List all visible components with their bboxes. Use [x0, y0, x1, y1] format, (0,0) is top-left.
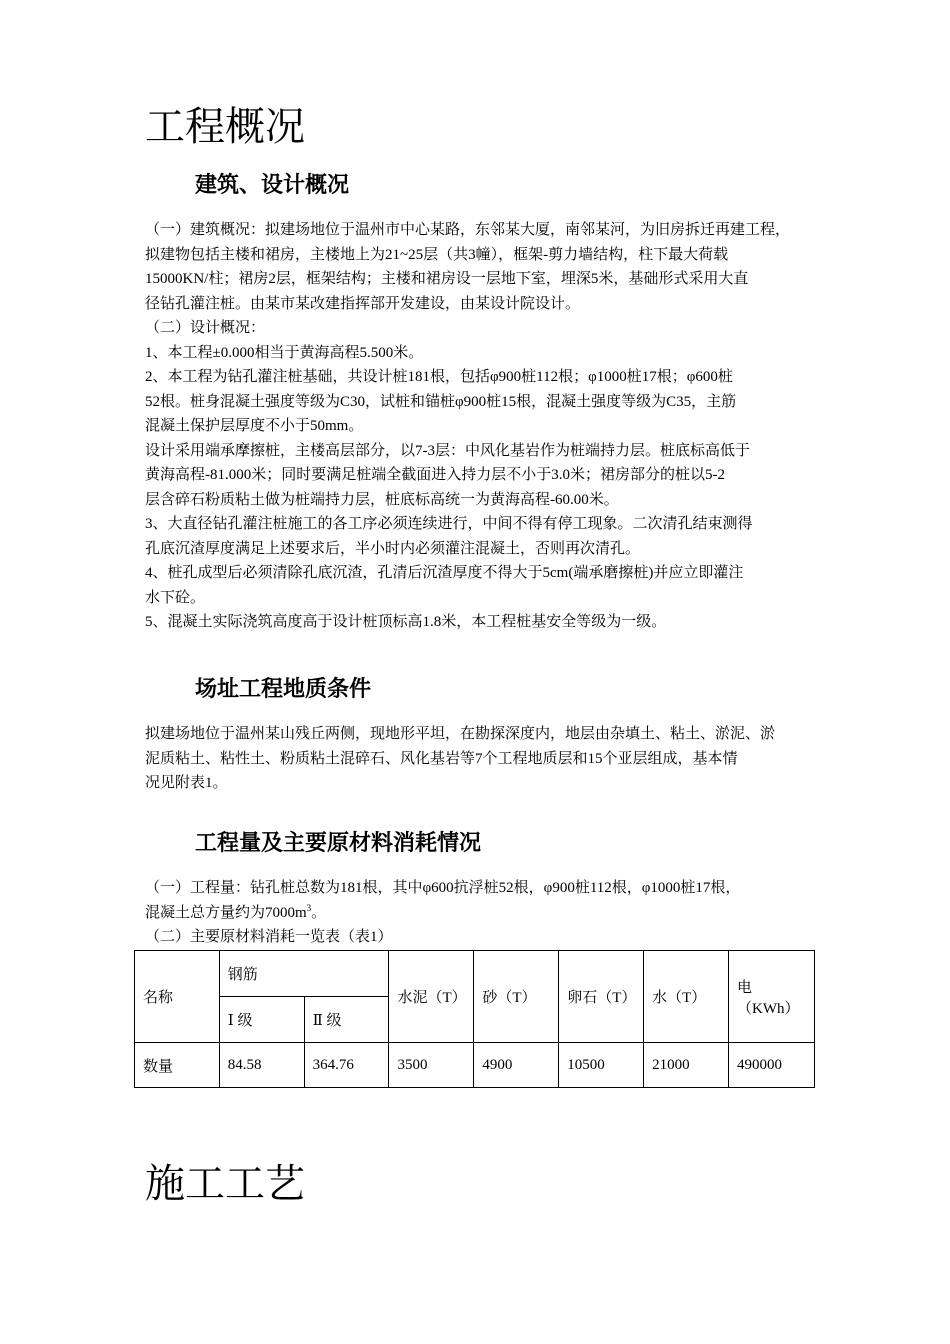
text-line: 5、混凝土实际浇筑高度高于设计桩顶标高1.8米，本工程桩基安全等级为一级。	[145, 614, 667, 630]
value-sand: 4900	[474, 1043, 559, 1088]
value-water: 21000	[644, 1043, 729, 1088]
header-name: 名称	[135, 951, 220, 1043]
table-caption: （二）主要原材料消耗一览表（表1）	[145, 929, 393, 945]
table-row	[135, 1043, 815, 1088]
materials-table	[134, 950, 815, 1088]
geology-paragraph	[145, 722, 810, 796]
table-header-row	[135, 951, 815, 997]
value-cement: 3500	[389, 1043, 474, 1088]
quantities-paragraph	[145, 876, 810, 950]
header-water: 水（T）	[644, 951, 729, 1043]
value-power: 490000	[728, 1043, 814, 1088]
text-line: （二）设计概况：	[145, 320, 266, 336]
concrete-volume-text: 混凝土总方量约为7000m	[145, 904, 307, 921]
text-line	[145, 901, 810, 926]
row-label-quantity: 数量	[135, 1043, 220, 1088]
subsection-title-quantities: 工程量及主要原材料消耗情况	[195, 831, 482, 856]
text-line: 拟建场地位于温州某山残丘两侧，现地形平坦，在勘探深度内，地层由杂填土、粘土、淤泥、淤	[145, 726, 776, 742]
text-line: 拟建物包括主楼和裙房，主楼地上为21~25层（共3幢），框架-剪力墙结构，柱下最大荷载	[145, 246, 729, 263]
text-line: 52根。桩身混凝土强度等级为C30，试桩和锚桩φ900桩15根，混凝土强度等级为C35，主筋	[145, 393, 737, 410]
text-line: 况见附表1。	[145, 775, 228, 791]
value-steel-grade1: 84.58	[219, 1043, 304, 1088]
text-line: 层含碎石粉质粘土做为桩端持力层，桩底标高统一为黄海高程-60.00米。	[145, 491, 619, 508]
text-line: 4、桩孔成型后必须清除孔底沉渣，孔清后沉渣厚度不得大于5cm(端承磨擦桩)并应立即灌注	[145, 565, 744, 581]
header-sand: 砂（T）	[474, 951, 559, 1043]
section-title-overview: 工程概况	[145, 104, 305, 150]
text-line: 黄海高程-81.000米；同时要满足桩端全截面进入持力层不小于3.0米；裙房部分的桩以5-2	[145, 467, 725, 483]
text-line: 泥质粘土、粘性土、粉质粘土混碎石、风化基岩等7个工程地质层和15个亚层组成，基本情	[145, 750, 738, 767]
header-power	[728, 951, 814, 1043]
text-line: （一）建筑概况：拟建场地位于温州市中心某路，东邻某大厦，南邻某河，为旧房拆迁再建工程，	[145, 222, 791, 238]
header-steel: 钢筋	[219, 951, 389, 997]
subsection-title-geology: 场址工程地质条件	[195, 677, 372, 702]
period: 。	[311, 904, 327, 921]
header-cement: 水泥（T）	[389, 951, 474, 1043]
header-steel-grade2: Ⅱ 级	[304, 997, 389, 1043]
text-line: 水下砼。	[145, 589, 206, 606]
text-line: 3、大直径钻孔灌注桩施工的各工序必须连续进行，中间不得有停工现象。二次清孔结束测得	[145, 516, 753, 532]
header-gravel: 卵石（T）	[559, 951, 644, 1043]
design-overview-paragraph	[145, 218, 810, 635]
text-line: 2、本工程为钻孔灌注桩基础，共设计桩181根，包括φ900桩112根；φ1000桩17根；φ600桩	[145, 369, 733, 385]
header-steel-grade1: Ⅰ 级	[219, 997, 304, 1043]
header-power-line1: 电	[736, 979, 752, 996]
text-line: 孔底沉渣厚度满足上述要求后，半小时内必须灌注混凝土，否则再次清孔。	[145, 540, 641, 557]
text-line: 径钻孔灌注桩。由某市某改建指挥部开发建设，由某设计院设计。	[145, 295, 581, 312]
subsection-title-design: 建筑、设计概况	[195, 173, 350, 198]
section-title-process: 施工工艺	[145, 1161, 305, 1207]
text-line: 1、本工程±0.000相当于黄海高程5.500米。	[145, 344, 424, 361]
text-line: 15000KN/柱；裙房2层，框架结构；主楼和裙房设一层地下室，埋深5米，基础形式采用大直	[145, 271, 749, 287]
header-power-line2: （KWh）	[736, 1000, 800, 1017]
value-steel-grade2: 364.76	[304, 1043, 389, 1088]
text-line: （一）工程量：钻孔桩总数为181根，其中φ600抗浮桩52根，φ900桩112根，φ1000桩17根，	[145, 880, 741, 896]
superscript: 3	[306, 902, 312, 913]
text-line: 设计采用端承摩擦桩，主楼高层部分，以7-3层：中风化基岩作为桩端持力层。桩底标高低于	[145, 442, 750, 459]
value-gravel: 10500	[559, 1043, 644, 1088]
text-line: 混凝土保护层厚度不小于50mm。	[145, 418, 364, 434]
